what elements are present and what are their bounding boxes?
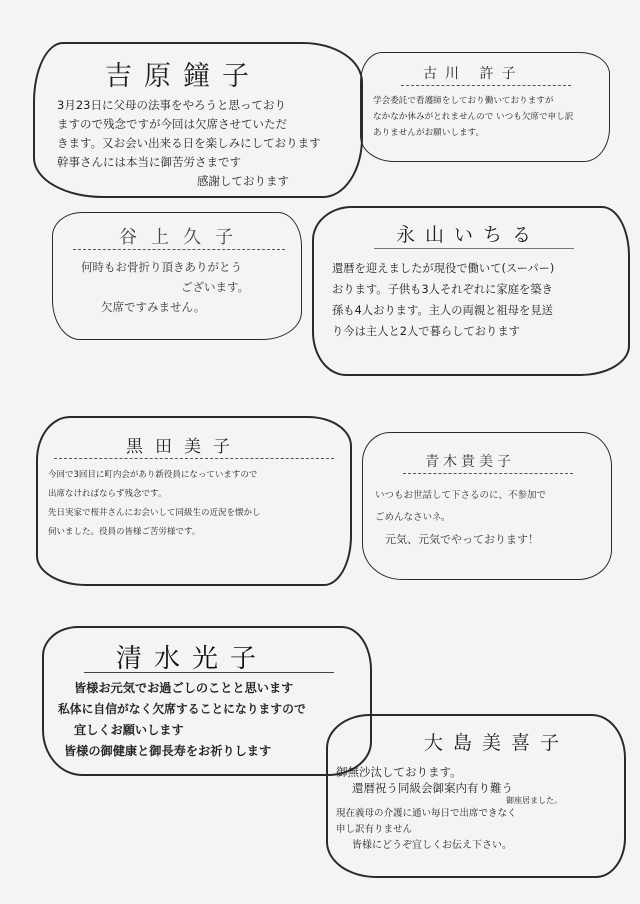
message-body — [57, 96, 321, 191]
name-underline — [374, 248, 574, 249]
message-card-nagayama — [312, 206, 630, 376]
author-name: 吉原鐘子 — [105, 61, 261, 92]
message-line: おります。子供も3人それぞれに家庭を築き — [332, 283, 553, 296]
message-body — [373, 93, 573, 141]
author-name: 谷上久子 — [119, 227, 247, 248]
author-name: 永山いちる — [396, 224, 542, 246]
name-underline — [54, 458, 334, 459]
message-line: 学会委託で看護師をしており働いておりますが — [373, 96, 554, 106]
message-body — [375, 485, 546, 551]
message-line: 今回で3回目に町内会があり新役員になっていますので — [48, 470, 258, 480]
message-body — [48, 466, 261, 542]
author-name: 古川 許子 — [423, 66, 524, 82]
message-line: 御座居ました。 — [506, 796, 562, 805]
message-body — [332, 258, 554, 342]
message-line: 還暦祝う同級会御案内有り難う — [352, 781, 513, 795]
message-card-shimizu — [42, 626, 372, 776]
message-line: 出席なければならず残念です。 — [48, 489, 167, 499]
name-underline — [73, 249, 285, 250]
message-line: 御無沙汰しております。 — [336, 765, 462, 779]
message-card-kuroda — [36, 416, 352, 586]
message-line: 感謝しております — [197, 174, 289, 188]
message-line: 先日実家で桜井さんにお会いして同級生の近況を懐かし — [48, 508, 261, 518]
message-line: 皆様の御健康と御長寿をお祈りします — [64, 744, 272, 758]
message-body — [81, 257, 249, 317]
message-body — [58, 678, 306, 762]
message-line: り今は主人と2人で暮らしております — [332, 325, 520, 338]
message-line: 皆様お元気でお過ごしのことと思います — [74, 681, 294, 695]
message-line: 幹事さんには本当に御苦労さまです — [57, 155, 241, 169]
message-line: 何時もお骨折り頂きありがとう — [81, 260, 242, 274]
message-line: 元気、元気でやっております！ — [385, 533, 539, 546]
message-line: 皆様にどうぞ宜しくお伝え下さい。 — [352, 840, 512, 851]
message-card-aoki — [362, 432, 612, 580]
message-card-yoshihara — [33, 42, 363, 198]
author-name: 黒田美子 — [126, 437, 242, 457]
message-card-furukawa — [360, 52, 610, 162]
message-card-oshima — [326, 714, 626, 878]
message-line: 3月23日に父母の法事をやろうと思っており — [57, 98, 286, 112]
message-line: 申し訳有りません — [336, 824, 413, 835]
name-underline — [401, 85, 571, 86]
message-line: なかなか休みがとれませんので いつも欠席で申し訳 — [373, 112, 574, 122]
message-line: いつもお世話して下さるのに、不参加で — [375, 490, 547, 501]
message-line: ごめんなさいネ。 — [375, 512, 451, 523]
author-name: 大島美喜子 — [424, 732, 570, 754]
message-line: 私体に自信がなく欠席することになりますので — [58, 702, 306, 716]
message-line: 伺いました。役員の皆様ご苦労様です。 — [48, 527, 201, 537]
message-line: ございます。 — [181, 280, 250, 294]
message-line: 現在義母の介護に通い毎日で出席できなく — [336, 808, 517, 819]
message-line: 欠席ですみません。 — [101, 300, 206, 314]
message-line: ありませんがお願いします。 — [373, 128, 485, 138]
message-line: ますので残念ですが今回は欠席させていただ — [57, 117, 287, 131]
message-line: きます。又お会い出来る日を楽しみにしております — [57, 136, 321, 150]
author-name: 清水光子 — [116, 644, 269, 674]
name-underline — [403, 473, 573, 474]
author-name: 青木貴美子 — [425, 454, 515, 470]
message-line: 宜しくお願いします — [74, 723, 184, 737]
message-card-tanigami — [52, 212, 302, 340]
message-line: 孫も4人おります。主人の両親と祖母を見送 — [332, 304, 553, 317]
message-body — [336, 764, 562, 854]
message-line: 還暦を迎えましたが現役で働いて(スーパー) — [332, 262, 555, 275]
name-underline — [84, 672, 334, 673]
